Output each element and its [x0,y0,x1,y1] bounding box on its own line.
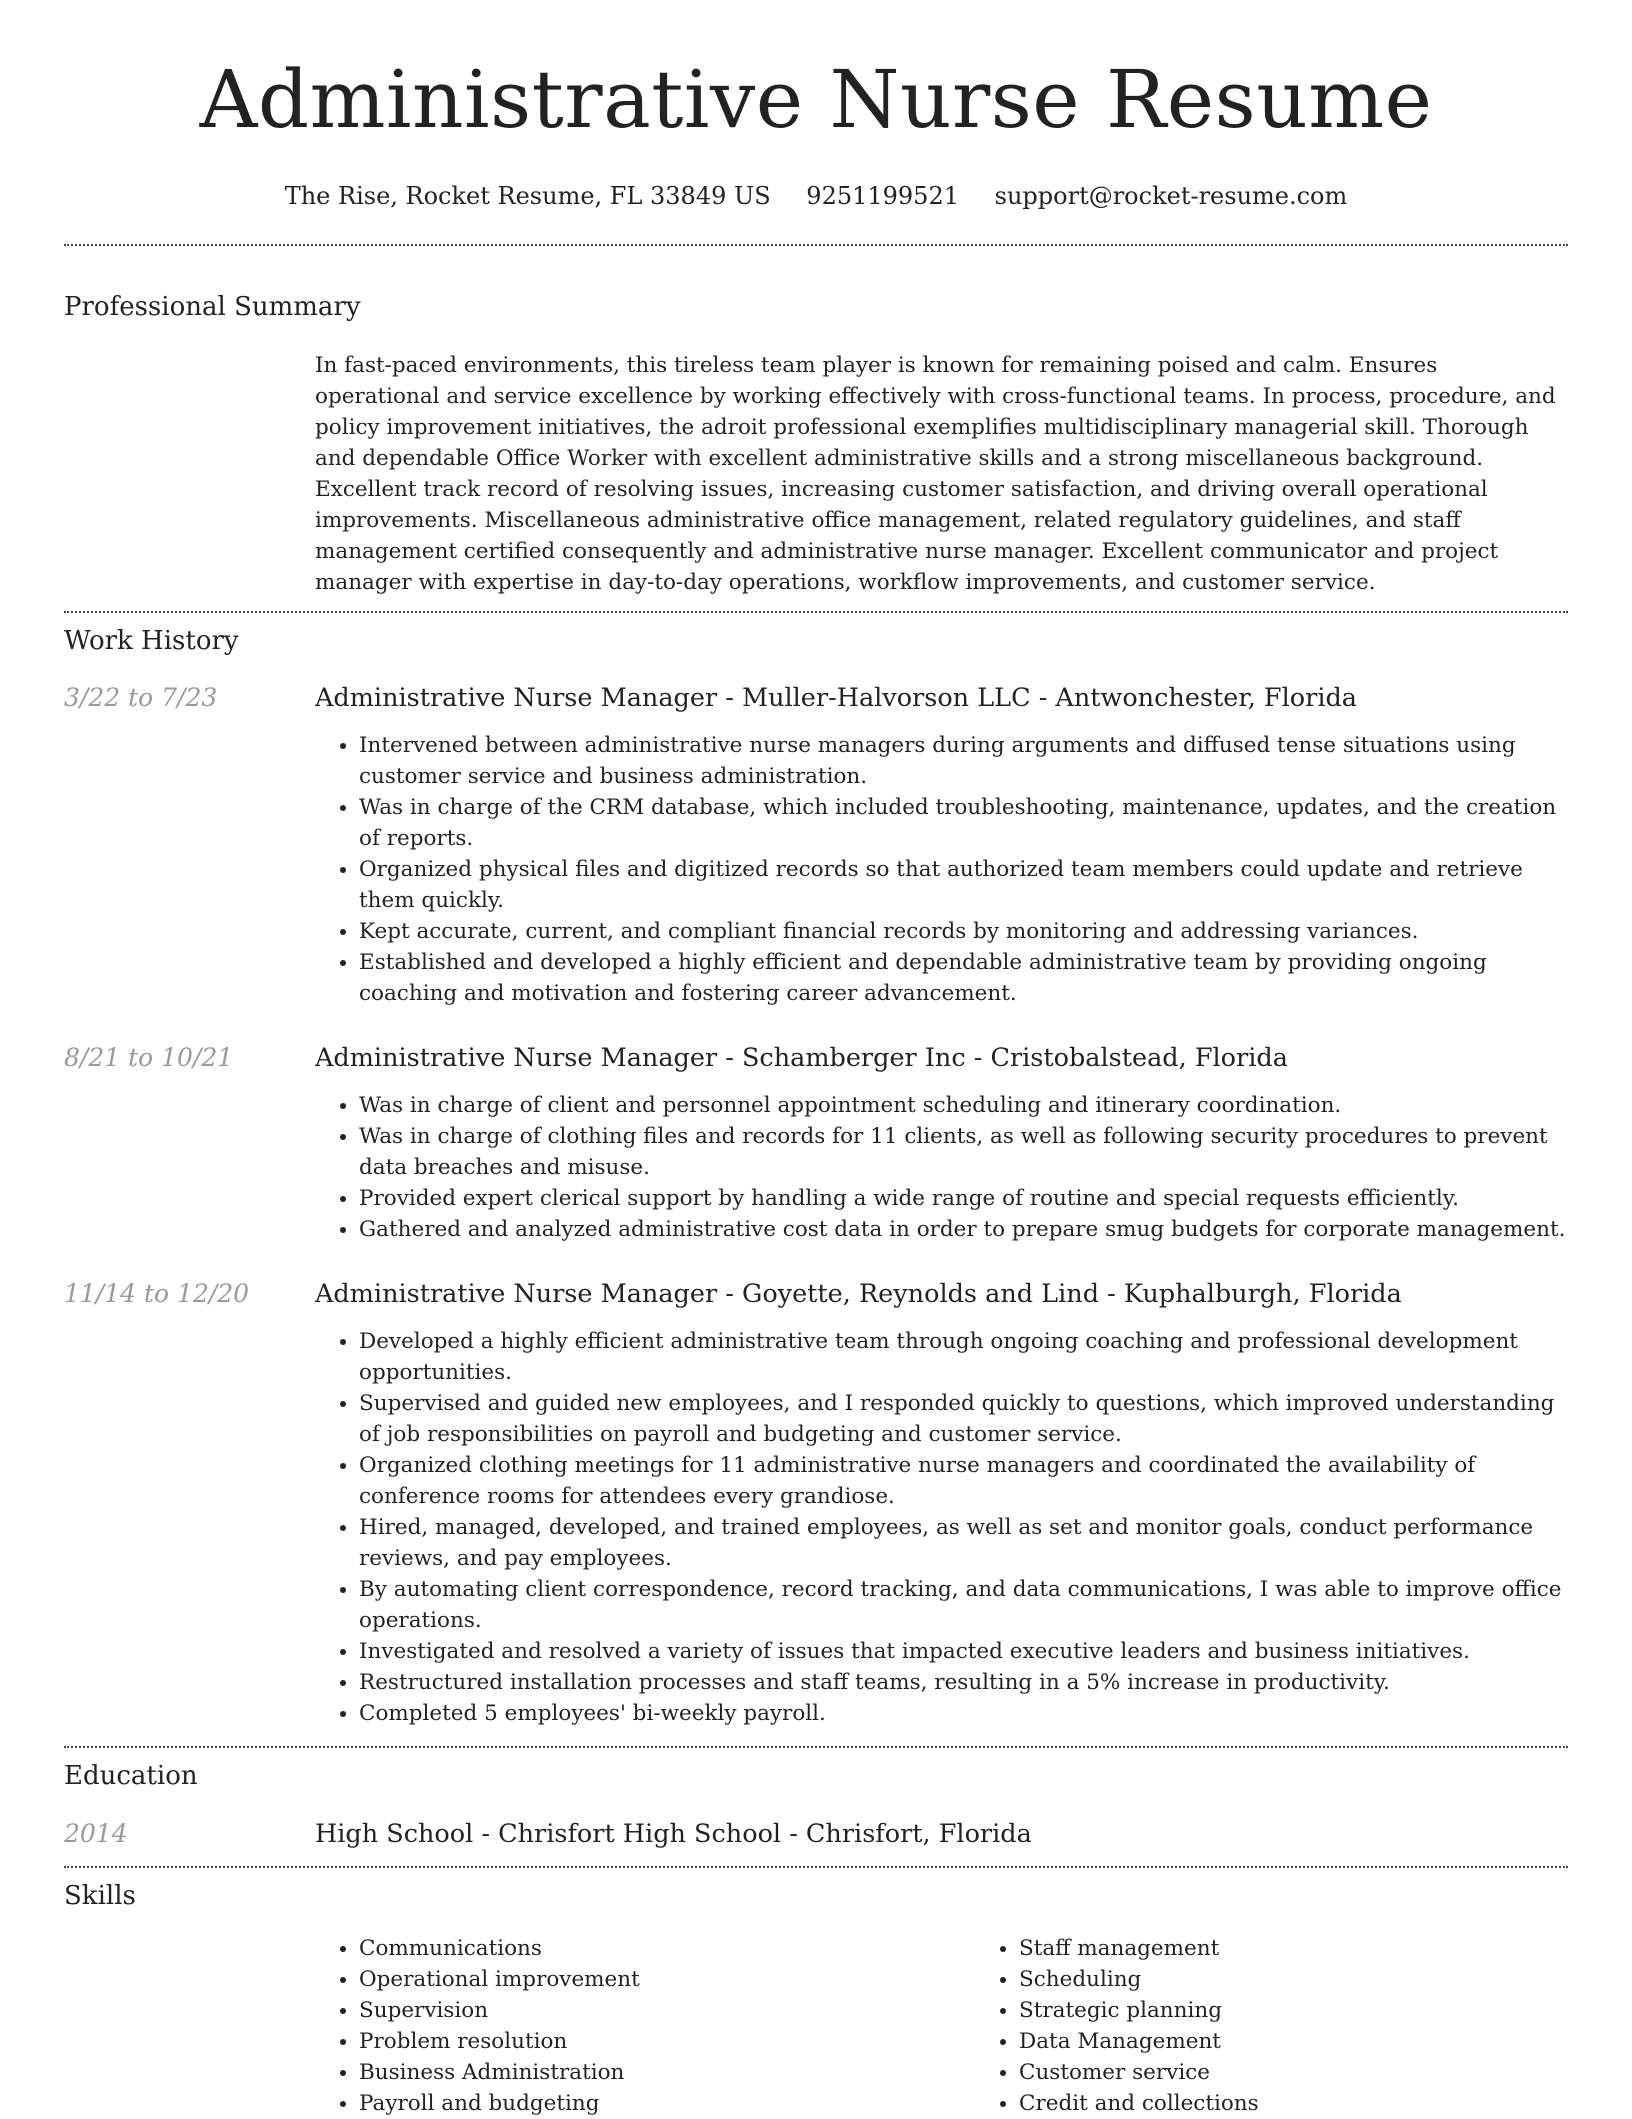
skill-item: • Credit and collections [1019,2088,1632,2119]
list-item: • Organized clothing meetings for 11 administrative nurse managers and coordinated the availability of conference rooms for attendees every grandiose. [359,1450,1568,1512]
divider [64,611,1568,613]
section-heading: Professional Summary [64,292,361,322]
job-entry [64,1041,1568,1245]
job-entry [64,681,1568,1009]
skills-list-col2 [975,1933,1632,2119]
divider [64,1746,1568,1748]
skills-list-col1 [315,1933,975,2119]
list-item: • Gathered and analyzed administrative cost data in order to prepare smug budgets for corporate management. [359,1214,1568,1245]
skill-item: • Payroll and budgeting [359,2088,975,2119]
list-item: • Organized physical files and digitized records so that authorized team members could update and retrieve them quickly. [359,854,1568,916]
skill-item: • Strategic planning [1019,1995,1632,2026]
list-item: • Established and developed a highly efficient and dependable administrative team by providing ongoing coaching and motivation and fostering career advancement. [359,947,1568,1009]
skill-item: • Customer service [1019,2057,1632,2088]
resume-page [64,0,1568,2119]
skill-item: • Scheduling [1019,1964,1632,1995]
job-bullets [315,1090,1568,1245]
divider [64,1866,1568,1868]
list-item: • Intervened between administrative nurse managers during arguments and diffused tense situations using customer service and business administration. [359,730,1568,792]
list-item: • Provided expert clerical support by handling a wide range of routine and special requests efficiently. [359,1183,1568,1214]
job-dates: 8/21 to 10/21 [64,1043,234,1072]
section-heading: Work History [64,626,239,656]
summary-text: In fast-paced environments, this tireless team player is known for remaining poised and calm. Ensures operational and service excellence by working effectively with cross-functional teams. In process, procedure, and policy improvement initiatives, the adroit professional exemplifies multidisciplinary managerial skill. Thorough and dependable Office Worker with excellent administrative skills and a strong miscellaneous background. Excellent track record of resolving issues, increasing customer satisfaction, and driving overall operational improvements. Miscellaneous administrative office management, related regulatory guidelines, and staff management certified consequently and administrative nurse manager. Excellent communicator and project manager with expertise in day-to-day operations, workflow improvements, and customer service. [315,353,1556,595]
list-item: • Was in charge of clothing files and records for 11 clients, as well as following security procedures to prevent data breaches and misuse. [359,1121,1568,1183]
list-item: • Completed 5 employees' bi-weekly payroll. [359,1698,1568,1729]
list-item: • Supervised and guided new employees, and I responded quickly to questions, which improved understanding of job responsibilities on payroll and budgeting and customer service. [359,1388,1568,1450]
education-title: High School - Chrisfort High School - Chrisfort, Florida [315,1819,1032,1849]
contact-line [64,180,1568,212]
skills-section [64,1879,1568,2119]
job-entry [64,1277,1568,1729]
job-dates: 11/14 to 12/20 [64,1279,250,1308]
list-item: • Was in charge of client and personnel appointment scheduling and itinerary coordination. [359,1090,1568,1121]
list-item: • Hired, managed, developed, and trained employees, as well as set and monitor goals, conduct performance reviews, and pay employees. [359,1512,1568,1574]
section-heading: Education [64,1761,198,1791]
section-heading: Skills [64,1881,136,1911]
divider [64,244,1568,246]
skill-item: • Data Management [1019,2026,1632,2057]
list-item: • Restructured installation processes and staff teams, resulting in a 5% increase in productivity. [359,1667,1568,1698]
contact-phone: 9251199521 [806,182,959,210]
summary-section [64,290,1568,598]
job-bullets [315,1326,1568,1729]
education-dates: 2014 [64,1819,128,1848]
job-title: Administrative Nurse Manager - Schamberger Inc - Cristobalstead, Florida [315,1043,1288,1073]
skill-item: • Supervision [359,1995,975,2026]
list-item: • Investigated and resolved a variety of issues that impacted executive leaders and business initiatives. [359,1636,1568,1667]
job-title: Administrative Nurse Manager - Muller-Halvorson LLC - Antwonchester, Florida [315,683,1358,713]
skill-item: • Problem resolution [359,2026,975,2057]
work-section [64,624,1568,1729]
education-section [64,1759,1568,1851]
education-entry [64,1817,1568,1851]
contact-address: The Rise, Rocket Resume, FL 33849 US [284,182,771,210]
job-title: Administrative Nurse Manager - Goyette, Reynolds and Lind - Kuphalburgh, Florida [315,1279,1402,1309]
job-bullets [315,730,1568,1009]
list-item: • Developed a highly efficient administrative team through ongoing coaching and professional development opportunities. [359,1326,1568,1388]
resume-title: Administrative Nurse Resume [199,53,1433,146]
contact-email: support@rocket-resume.com [994,182,1348,210]
skill-item: • Staff management [1019,1933,1632,1964]
list-item: • By automating client correspondence, record tracking, and data communications, I was able to improve office operations. [359,1574,1568,1636]
skill-item: • Communications [359,1933,975,1964]
job-dates: 3/22 to 7/23 [64,683,218,712]
list-item: • Was in charge of the CRM database, which included troubleshooting, maintenance, updates, and the creation of reports. [359,792,1568,854]
skill-item: • Business Administration [359,2057,975,2088]
skill-item: • Operational improvement [359,1964,975,1995]
list-item: • Kept accurate, current, and compliant financial records by monitoring and addressing variances. [359,916,1568,947]
